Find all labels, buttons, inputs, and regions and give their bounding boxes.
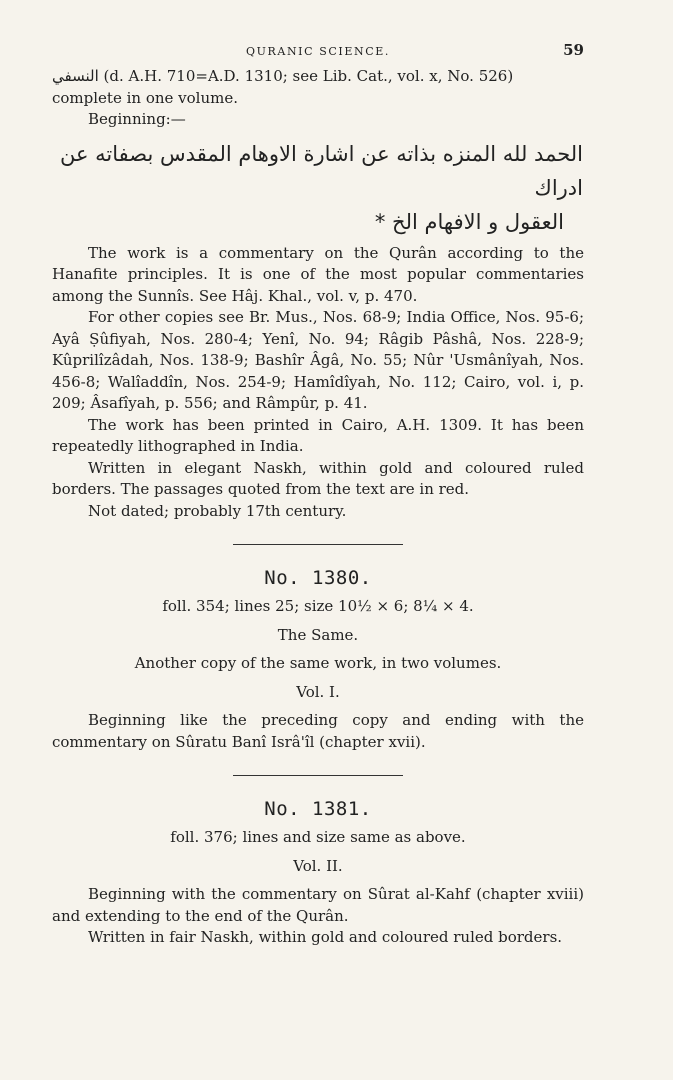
paragraph-not-dated: Not dated; probably 17th century. <box>88 501 347 520</box>
paragraph-other-copies: For other copies see Br. Mus., Nos. 68-9; India Office, Nos. 95-6; Ayâ Ṣûfiyah, Nos. 280-4; Yenî, No. 94; Râgib Pâshâ, Nos. 228-9; Kûprilîzâdah, Nos. 138-9; Bashîr Âgâ, No. 55; Nûr 'Usmânîyah, Nos. 456-8; Walîaddîn, Nos. 254-9; Hamîdîyah, No. 112; Cairo, vol. i, p. 209; Âsafîyah, p. 556; and Râmpûr, p. 41. <box>52 308 584 412</box>
page-content <box>52 40 584 949</box>
entry-body-1380 <box>52 710 584 753</box>
entry-title-1380: No. 1380. <box>264 567 372 589</box>
beginning-label: Beginning:— <box>88 110 186 128</box>
intro-line-1 <box>52 66 584 88</box>
entry-title-1381: No. 1381. <box>264 798 372 820</box>
arabic-line-1: الحمد لله المنزه بذاته عن اشارة الاوهام المقدس بصفاته عن ادراك <box>59 141 583 200</box>
intro-arabic-name: النسفي <box>52 67 99 85</box>
entry-body-1380-paragraph: Beginning like the preceding copy and ending with the commentary on Sûratu Banî Isrâ'îl (chapter xvii). <box>52 711 584 751</box>
entry-meta-1381: foll. 376; lines and size same as above. <box>170 828 466 846</box>
entry-volume-1380: Vol. I. <box>296 682 340 701</box>
entry-body-1381-paragraph-2: Written in fair Naskh, within gold and coloured ruled borders. <box>88 928 563 946</box>
running-head: QURANIC SCIENCE. <box>246 45 390 58</box>
paragraph-commentary: The work is a commentary on the Qurân according to the Hanafite principles. It is one of the most popular commentaries among the Sunnîs. See Hâj. Khal., vol. v, p. 470. <box>52 243 584 305</box>
intro-line-2: complete in one volume. <box>52 88 238 107</box>
intro-block <box>52 66 584 131</box>
entry-volume-1381: Vol. II. <box>293 856 343 875</box>
entry-body-1381-paragraph-1: Beginning with the commentary on Sûrat al-Kahf (chapter xviii) and extending to the end of the Qurân. <box>52 885 584 925</box>
section-divider <box>233 544 403 545</box>
page-number: 59 <box>563 41 584 59</box>
intro-line-1-rest: (d. A.H. 710=A.D. 1310; see Lib. Cat., vol. x, No. 526) <box>103 67 514 85</box>
description-block <box>52 243 584 523</box>
paragraph-written: Written in elegant Naskh, within gold and coloured ruled borders. The passages quoted from the text are in red. <box>52 458 584 498</box>
arabic-quotation <box>52 137 584 239</box>
arabic-line-2: العقول و الافهام الخ * <box>374 209 564 234</box>
entry-subtitle-1380: The Same. <box>277 625 359 644</box>
entry-body-1381 <box>52 884 584 949</box>
page-header <box>52 40 584 64</box>
entry-meta-1380: foll. 354; lines 25; size 10½ × 6; 8¼ × 4. <box>162 597 474 615</box>
entry-description-1380: Another copy of the same work, in two volumes. <box>134 654 502 672</box>
paragraph-printed: The work has been printed in Cairo, A.H. 1309. It has been repeatedly lithographed in India. <box>52 415 584 455</box>
section-divider-2 <box>233 775 403 776</box>
